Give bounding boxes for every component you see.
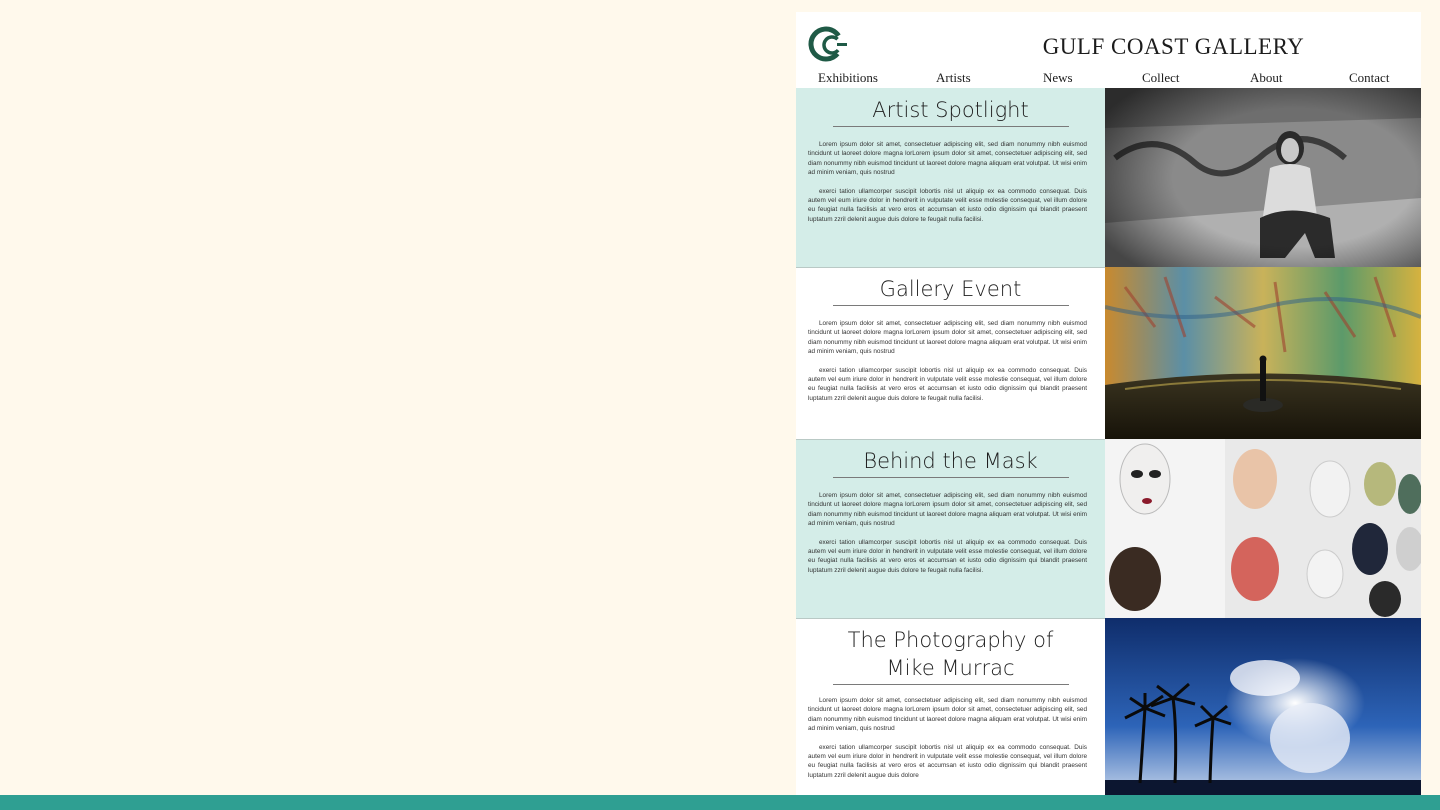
masks-wall-photo[interactable] xyxy=(1105,439,1421,618)
section-text-panel xyxy=(796,618,1105,798)
section-divider xyxy=(796,618,1105,619)
section-behind-the-mask xyxy=(796,439,1421,618)
section-text-panel xyxy=(796,439,1105,618)
section-title[interactable]: Gallery Event xyxy=(833,275,1069,306)
section-paragraph: Lorem ipsum dolor sit amet, consectetuer adipiscing elit, sed diam nonummy nibh euismod tincidunt ut laoreet dolore magna lorLorem ipsum dolor sit amet, consectetuer adipiscing elit, sed diam nonummy nibh euismod tincidunt ut laoreet dolore magna aliquam erat volutpat. Ut wisi enim ad minim veniam, quis nostrud xyxy=(808,492,1087,528)
section-text-panel xyxy=(796,88,1105,267)
nav-news[interactable]: News xyxy=(1043,70,1073,85)
section-gallery-event xyxy=(796,267,1421,439)
section-title-line: The Photography of xyxy=(847,628,1054,652)
nav-collect[interactable]: Collect xyxy=(1142,70,1180,85)
section-paragraph: Lorem ipsum dolor sit amet, consectetuer adipiscing elit, sed diam nonummy nibh euismod tincidunt ut laoreet dolore magna lorLorem ipsum dolor sit amet, consectetuer adipiscing elit, sed diam nonummy nibh euismod tincidunt ut laoreet dolore magna aliquam erat volutpat. Ut wisi enim ad minim veniam, quis nostrud xyxy=(808,697,1087,733)
artist-portrait-photo[interactable] xyxy=(1105,88,1421,267)
section-divider xyxy=(796,439,1105,440)
section-text-panel xyxy=(796,267,1105,439)
site-title: GULF COAST GALLERY xyxy=(1042,34,1305,59)
nav-artists[interactable]: Artists xyxy=(936,70,971,85)
main-nav xyxy=(796,70,1421,88)
section-photography-mike-murrac xyxy=(796,618,1421,798)
section-divider xyxy=(796,267,1105,268)
section-title-line: Mike Murrac xyxy=(886,656,1015,680)
gallery-mural-photo[interactable] xyxy=(1105,267,1421,439)
nav-contact[interactable]: Contact xyxy=(1349,70,1390,85)
site-header xyxy=(796,12,1421,88)
section-artist-spotlight xyxy=(796,88,1421,267)
section-paragraph: exerci tation ullamcorper suscipit lobortis nisl ut aliquip ex ea commodo consequat. Duis autem vel eum iriure dolor in hendrerit in vulputate velit esse molestie consequat, vel illum dolore eu feugiat nulla facilisis at vero eros et accumsan et iusto odio dignissim qui blandit praesent luptatum zzril delenit augue duis dolore xyxy=(808,743,1087,779)
gcg-logo-icon[interactable] xyxy=(808,24,852,64)
section-paragraph: Lorem ipsum dolor sit amet, consectetuer adipiscing elit, sed diam nonummy nibh euismod tincidunt ut laoreet dolore magna lorLorem ipsum dolor sit amet, consectetuer adipiscing elit, sed diam nonummy nibh euismod tincidunt ut laoreet dolore magna aliquam erat volutpat. Ut wisi enim ad minim veniam, quis nostrud xyxy=(808,141,1087,177)
section-title[interactable] xyxy=(833,626,1069,685)
gallery-page xyxy=(796,12,1421,798)
section-paragraph: exerci tation ullamcorper suscipit lobortis nisl ut aliquip ex ea commodo consequat. Duis autem vel eum iriure dolor in hendrerit in vulputate velit esse molestie consequat, vel illum dolore eu feugiat nulla facilisis at vero eros et accumsan et iusto odio dignissim qui blandit praesent luptatum zzril delenit augue duis dolore te feugait nulla facilisi. xyxy=(808,187,1087,223)
palm-sky-photo[interactable] xyxy=(1105,618,1421,798)
nav-exhibitions[interactable]: Exhibitions xyxy=(818,70,878,85)
section-title[interactable]: Artist Spotlight xyxy=(833,96,1069,127)
nav-about[interactable]: About xyxy=(1250,70,1283,85)
section-title[interactable]: Behind the Mask xyxy=(833,447,1069,478)
footer-accent-bar xyxy=(0,795,1440,810)
section-paragraph: Lorem ipsum dolor sit amet, consectetuer adipiscing elit, sed diam nonummy nibh euismod tincidunt ut laoreet dolore magna lorLorem ipsum dolor sit amet, consectetuer adipiscing elit, sed diam nonummy nibh euismod tincidunt ut laoreet dolore magna aliquam erat volutpat. Ut wisi enim ad minim veniam, quis nostrud xyxy=(808,320,1087,356)
section-paragraph: exerci tation ullamcorper suscipit lobortis nisl ut aliquip ex ea commodo consequat. Duis autem vel eum iriure dolor in hendrerit in vulputate velit esse molestie consequat, vel illum dolore eu feugiat nulla facilisis at vero eros et accumsan et iusto odio dignissim qui blandit praesent luptatum zzril delenit augue duis dolore te feugait nulla facilisi. xyxy=(808,538,1087,574)
section-paragraph: exerci tation ullamcorper suscipit lobortis nisl ut aliquip ex ea commodo consequat. Duis autem vel eum iriure dolor in hendrerit in vulputate velit esse molestie consequat, vel illum dolore eu feugiat nulla facilisis at vero eros et accumsan et iusto odio dignissim qui blandit praesent luptatum zzril delenit augue duis dolore te feugait nulla facilisi. xyxy=(808,366,1087,402)
